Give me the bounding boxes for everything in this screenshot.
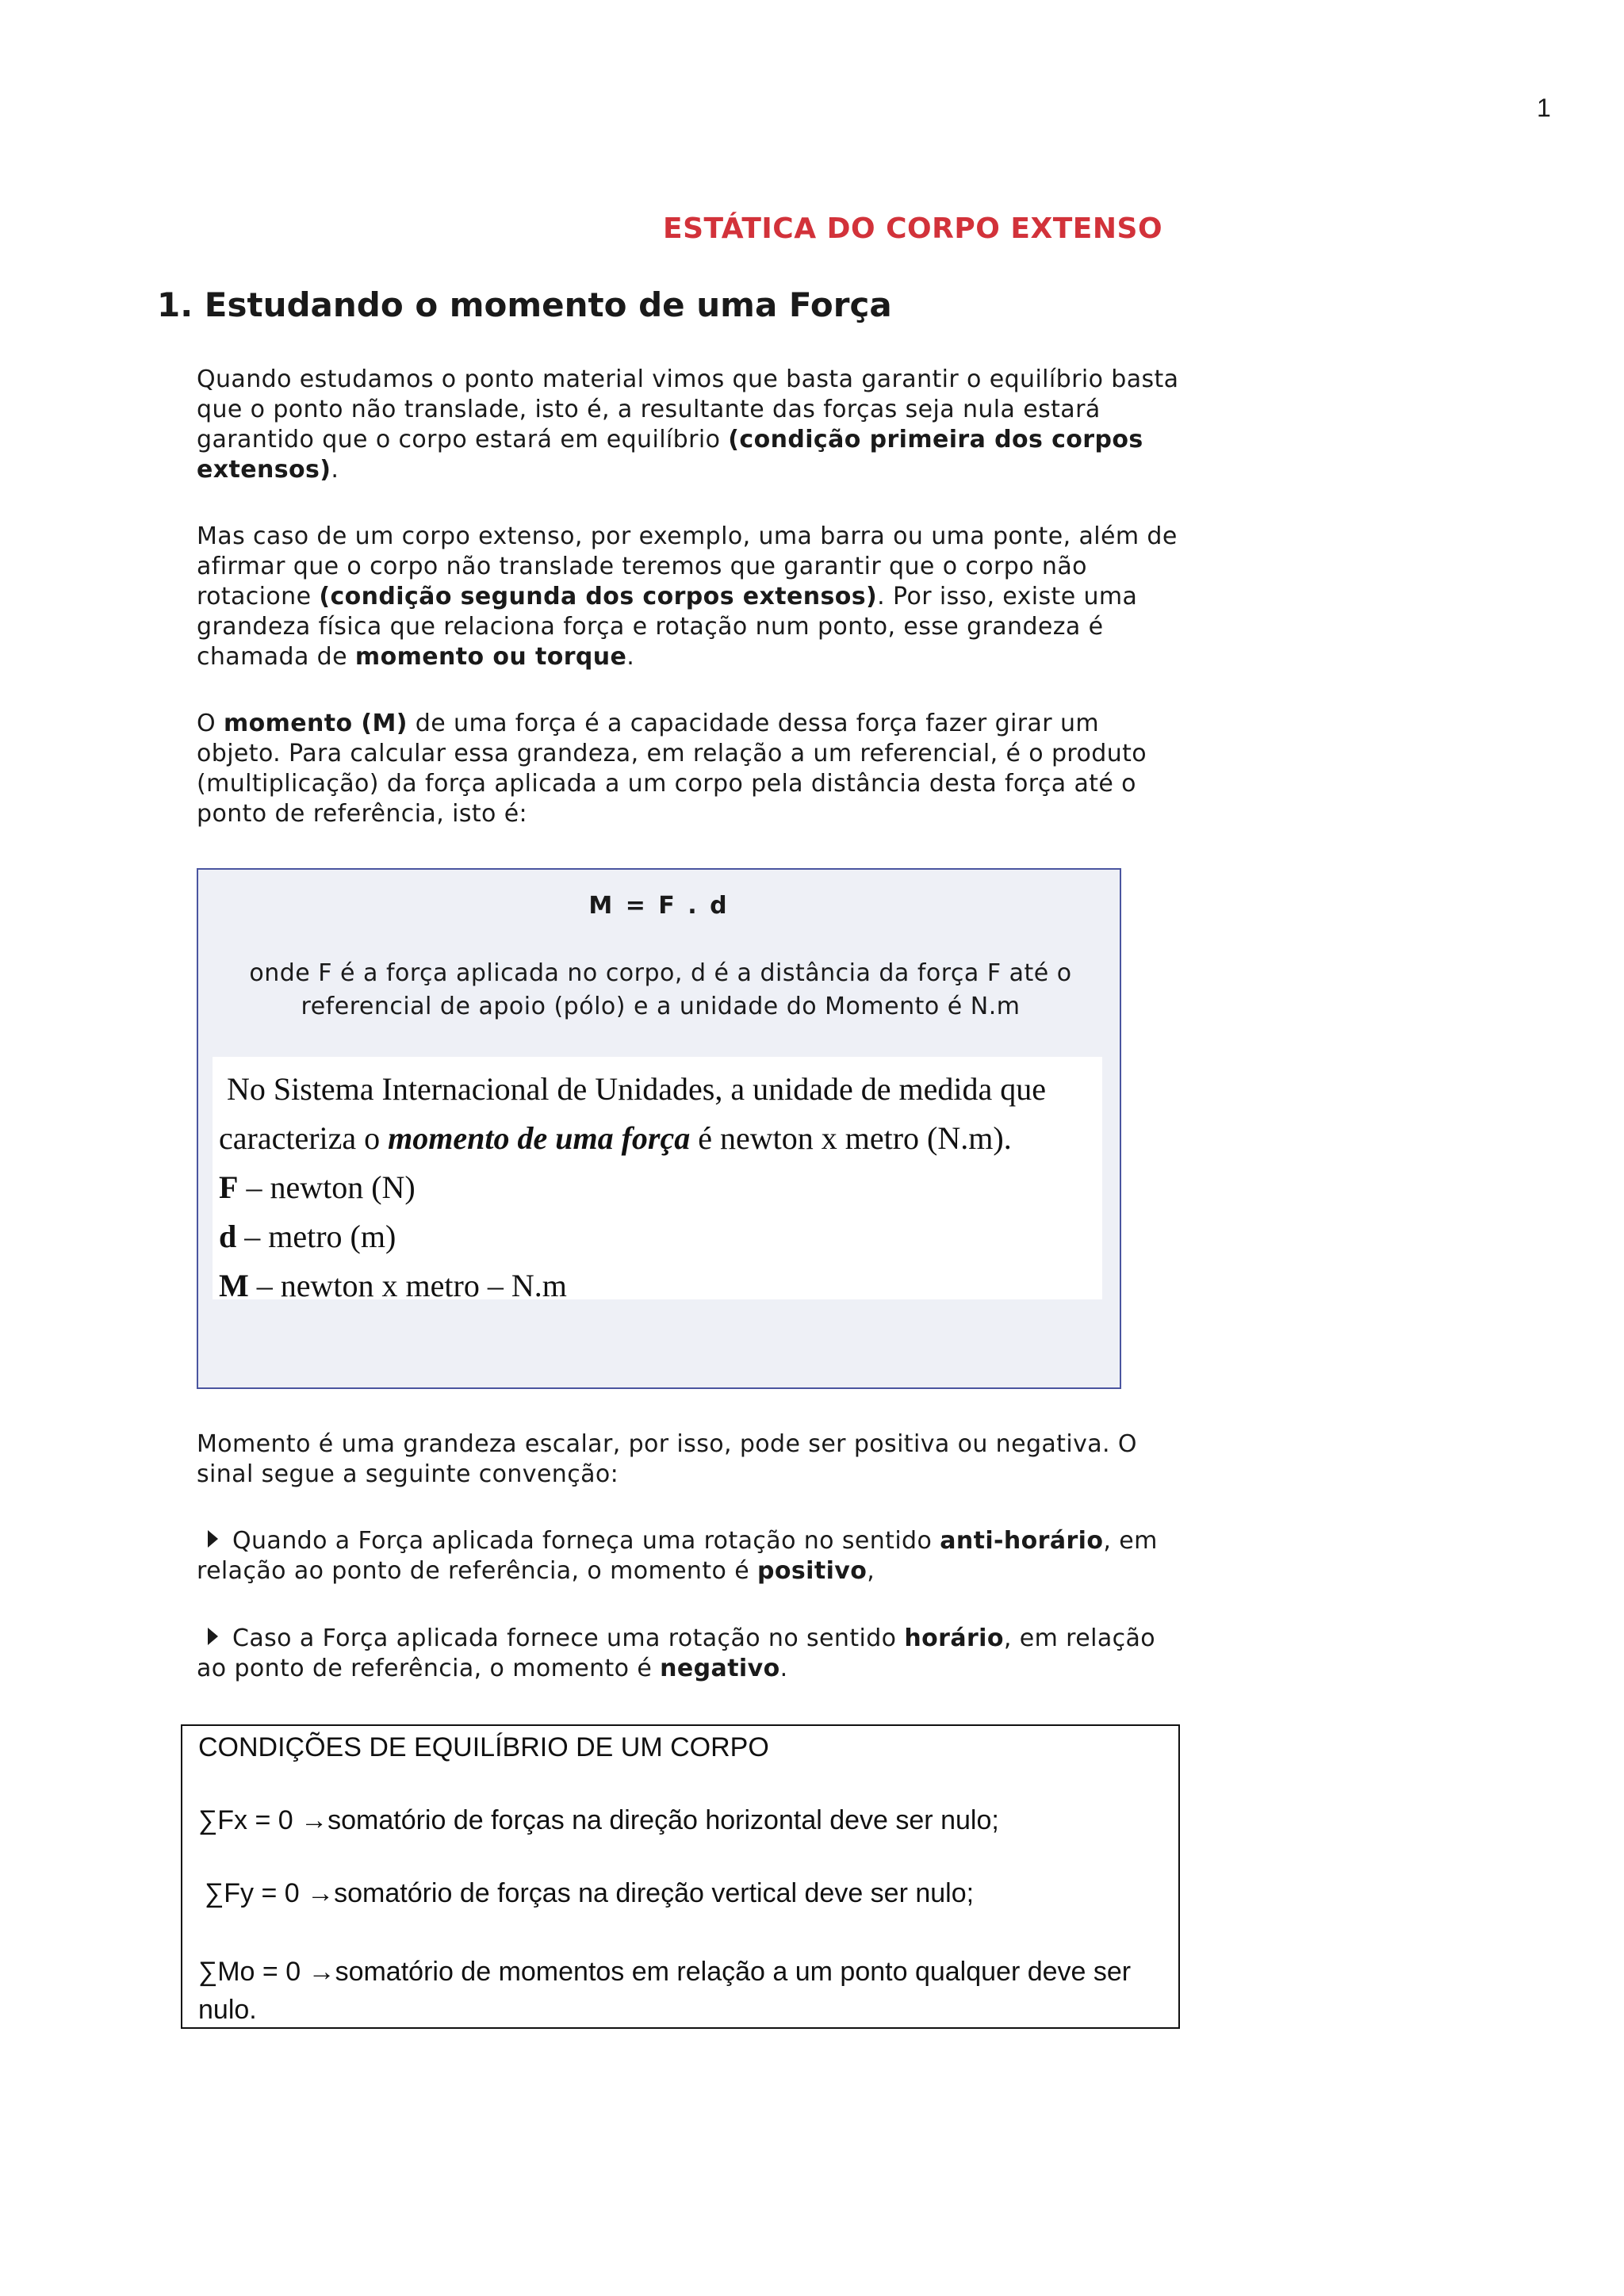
bullet-bold: positivo [757,1557,868,1585]
bullet-bold: negativo [660,1655,780,1682]
paragraph-sign-convention [197,1429,1180,1490]
units-text: é newton x metro (N.m). [690,1120,1012,1156]
unit-symbol: d [219,1219,237,1254]
units-emphasis: momento de uma força [388,1120,691,1156]
formula-box [197,868,1121,1389]
triangle-bullet-icon [208,1530,218,1548]
si-units-box [213,1057,1102,1303]
bullet-end: . [779,1655,788,1682]
units-text: caracteriza o [219,1120,389,1156]
triangle-bullet-icon [208,1628,218,1645]
unit-force-line [219,1163,1096,1212]
paragraph-text: Mas caso de um corpo extenso, por exemplo, uma barra ou uma ponte, além de afirmar que o corpo não translade teremos que garantir que o corpo não rotacione [197,522,1178,610]
bullet-text: , em relação ao ponto de referência, o momento é [197,1527,1158,1585]
bullet-end: , [867,1557,875,1585]
unit-moment-line [219,1261,1096,1311]
paragraph-text: Momento é uma grandeza escalar, por isso, pode ser positiva ou negativa. O sinal segue a seguinte convenção: [197,1430,1137,1488]
condition-fx: ∑Fx = 0 →somatório de forças na direção horizontal deve ser nulo; [198,1805,999,1835]
paragraph-text: . Por isso, existe uma grandeza física que relaciona força e rotação num ponto, esse grandeza é chamada de [197,583,1138,671]
paragraph-bold: momento ou torque [354,643,627,671]
document-title: ESTÁTICA DO CORPO EXTENSO [663,212,1163,245]
bullet-text: Caso a Força aplicada fornece uma rotação no sentido [232,1624,905,1652]
unit-symbol: F [219,1169,239,1205]
paragraph-bold: (condição segunda dos corpos extensos) [319,583,878,610]
bullet-bold: horário [904,1624,1004,1652]
paragraph-end: . [626,643,635,671]
bullet-bold: anti-horário [940,1527,1104,1555]
paragraph-end: . [331,456,339,484]
units-moment-line [219,1114,1096,1163]
condition-mo: ∑Mo = 0 →somatório de momentos em relação a um ponto qualquer deve ser nulo. [198,1957,1132,2025]
units-text: No Sistema Internacional de Unidades, a unidade de medida que [227,1071,1046,1107]
condition-fy: ∑Fy = 0 →somatório de forças na direção vertical deve ser nulo; [205,1878,975,1908]
unit-text: – newton (N) [238,1169,416,1205]
unit-text: – metro (m) [236,1219,396,1254]
paragraph-bold: (condição primeira dos corpos extensos) [197,426,1143,484]
formula-description: onde F é a força aplicada no corpo, d é a distância da força F até o referencial de apoio (pólo) e a unidade do Momento é N.m [249,959,1072,1020]
equilibrium-conditions-box [181,1724,1180,2029]
paragraph-text: Quando estudamos o ponto material vimos que basta garantir o equilíbrio basta que o ponto não translade, isto é, a resultante das forças seja nula estará garantido que o corpo estará em equilíbrio [197,365,1179,453]
paragraph-extended-body [197,522,1180,672]
bullet-clockwise [197,1624,1180,1684]
paragraph-start: O [197,710,224,737]
bullet-counterclockwise [197,1526,1180,1586]
paragraph-material-point [197,365,1180,485]
paragraph-text: de uma força é a capacidade dessa força fazer girar um objeto. Para calcular essa grandeza, em relação a um referencial, é o produto (multiplicação) da força aplicada a um corpo pela distância desta força até o ponto de referência, isto é: [197,710,1147,828]
unit-text: – newton x metro – N.m [248,1268,567,1303]
bullet-text: Quando a Força aplicada forneça uma rotação no sentido [232,1527,940,1555]
paragraph-bold: momento (M) [223,710,408,737]
unit-symbol: M [219,1268,249,1303]
conditions-title: CONDIÇÕES DE EQUILÍBRIO DE UM CORPO [198,1732,769,1762]
units-intro-line [219,1065,1096,1114]
page-number: 1 [1537,94,1551,122]
moment-formula: M = F . d [588,892,730,920]
paragraph-moment-definition [197,709,1180,829]
unit-distance-line [219,1212,1096,1261]
section-heading: 1. Estudando o momento de uma Força [157,285,892,324]
bullet-text: , em relação ao ponto de referência, o momento é [197,1624,1156,1682]
